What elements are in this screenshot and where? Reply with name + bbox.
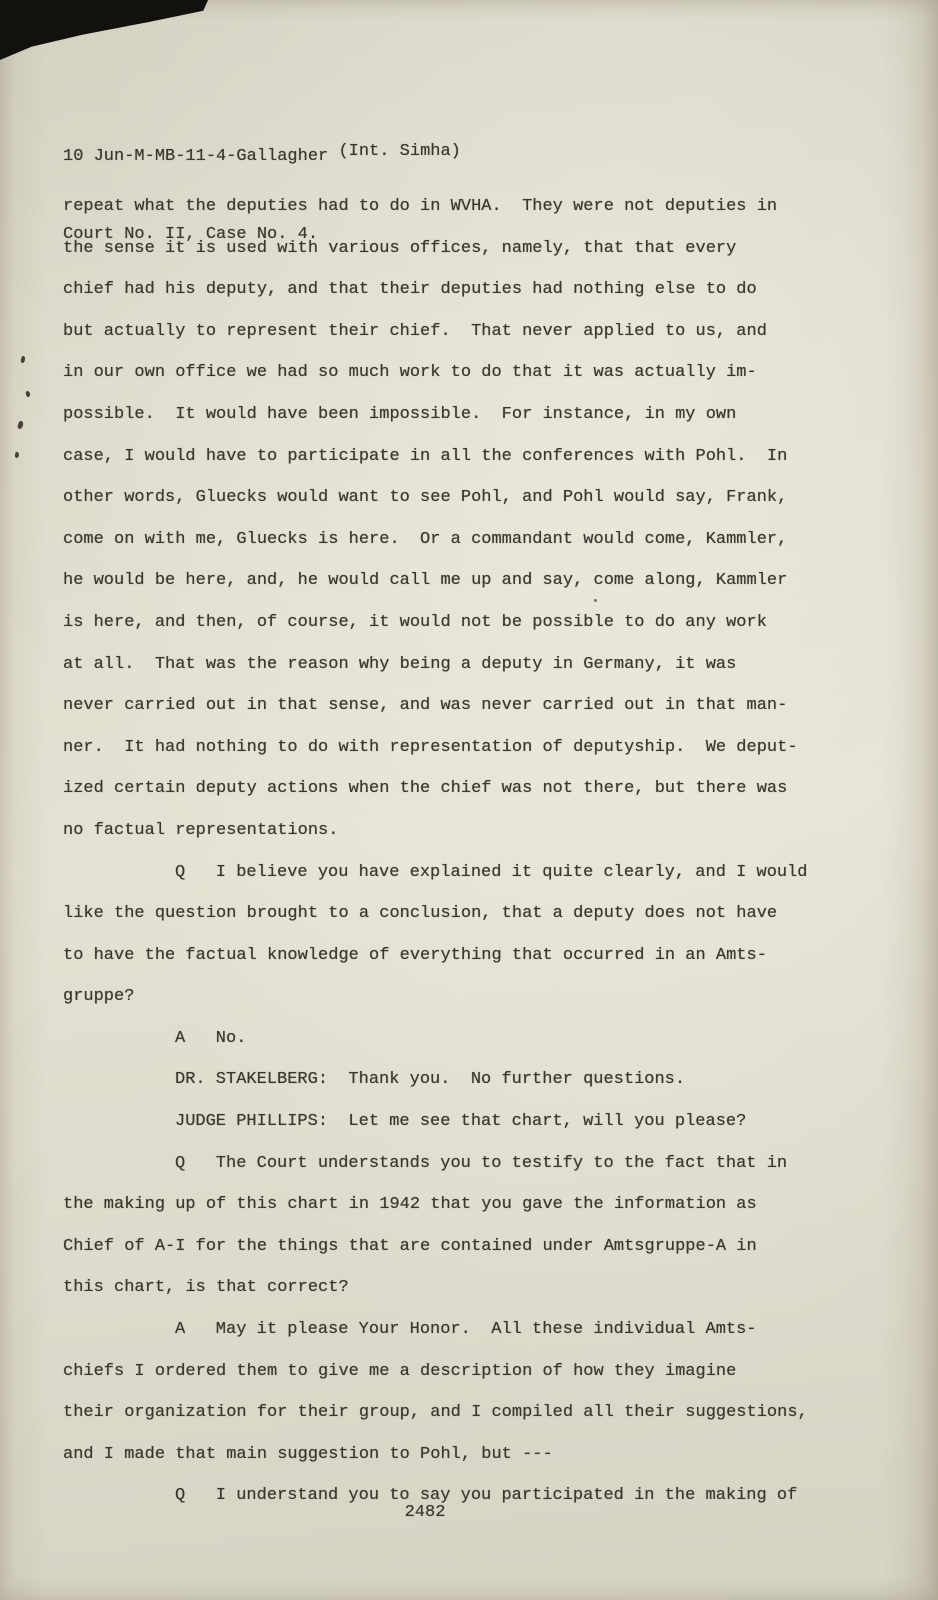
transcript-line: is here, and then, of course, it would not be possible to do any work: [63, 612, 767, 632]
transcript-line: repeat what the deputies had to do in WVHA. They were not deputies in: [63, 197, 778, 216]
transcript-line: like the question brought to a conclusion, that a deputy does not have: [63, 904, 778, 924]
header-case-reference: 10 Jun-M-MB-11-4-Gallagher: [63, 147, 339, 166]
transcript-line: come on with me, Gluecks is here. Or a commandant would come, Kammler,: [63, 529, 788, 549]
transcript-line: Q The Court understands you to testify to the fact that in: [175, 1153, 788, 1173]
transcript-line: JUDGE PHILLIPS: Let me see that chart, will you please?: [175, 1112, 747, 1132]
transcript-line: their organization for their group, and I compiled all their suggestions,: [63, 1403, 808, 1423]
transcript-line: Q I understand you to say you participated in the making of: [175, 1486, 798, 1506]
scan-speck: [26, 391, 31, 397]
header-line-case-ref: [63, 144, 461, 170]
transcript-line: and I made that main suggestion to Pohl, but ---: [63, 1444, 553, 1464]
transcript-line: chief had his deputy, and that their deputies had nothing else to do: [63, 280, 757, 300]
scan-corner-artifact: [0, 0, 242, 60]
transcript-line: case, I would have to participate in all the conferences with Pohl. In: [63, 446, 788, 466]
transcript-line: ner. It had nothing to do with representation of deputyship. We deput-: [63, 737, 798, 757]
transcript-line: he would be here, and, he would call me up and say, come along, Kammler: [63, 571, 788, 591]
transcript-line: this chart, is that correct?: [63, 1278, 349, 1298]
transcript-line: no factual representations.: [63, 820, 339, 840]
page-number: 2482: [404, 1503, 446, 1522]
transcript-line: never carried out in that sense, and was never carried out in that man-: [63, 696, 788, 716]
transcript-line: A No.: [175, 1028, 247, 1048]
transcript-body: [63, 186, 893, 1517]
transcript-line: the sense it is used with various offices, namely, that that every: [63, 238, 737, 258]
transcript-line: A May it please Your Honor. All these individual Amts-: [175, 1320, 757, 1340]
transcript-line: but actually to represent their chief. That never applied to us, and: [63, 321, 767, 341]
transcript-line: in our own office we had so much work to do that it was actually im-: [63, 363, 757, 383]
transcript-line: the making up of this chart in 1942 that you gave the information as: [63, 1195, 757, 1215]
transcript-line: to have the factual knowledge of everything that occurred in an Amts-: [63, 945, 767, 965]
header-interpreter-note: (Int. Simha): [338, 142, 461, 161]
transcript-line: gruppe?: [63, 987, 135, 1007]
transcript-line: Q I believe you have explained it quite clearly, and I would: [175, 862, 808, 882]
scan-speck: [15, 452, 20, 459]
transcript-line: other words, Gluecks would want to see Pohl, and Pohl would say, Frank,: [63, 488, 788, 508]
header-line-court-case: Court No. II, Case No. 4.: [63, 225, 319, 244]
transcript-line: possible. It would have been impossible. For instance, in my own: [63, 404, 737, 424]
scan-speck: [20, 356, 26, 364]
transcript-line: DR. STAKELBERG: Thank you. No further questions.: [175, 1070, 686, 1090]
transcript-line: chiefs I ordered them to give me a description of how they imagine: [63, 1361, 737, 1381]
transcript-line: ized certain deputy actions when the chief was not there, but there was: [63, 779, 788, 799]
scan-speck: [17, 420, 24, 429]
transcript-line: at all. That was the reason why being a deputy in Germany, it was: [63, 654, 737, 674]
transcript-line: Chief of A-I for the things that are contained under Amtsgruppe-A in: [63, 1236, 757, 1256]
